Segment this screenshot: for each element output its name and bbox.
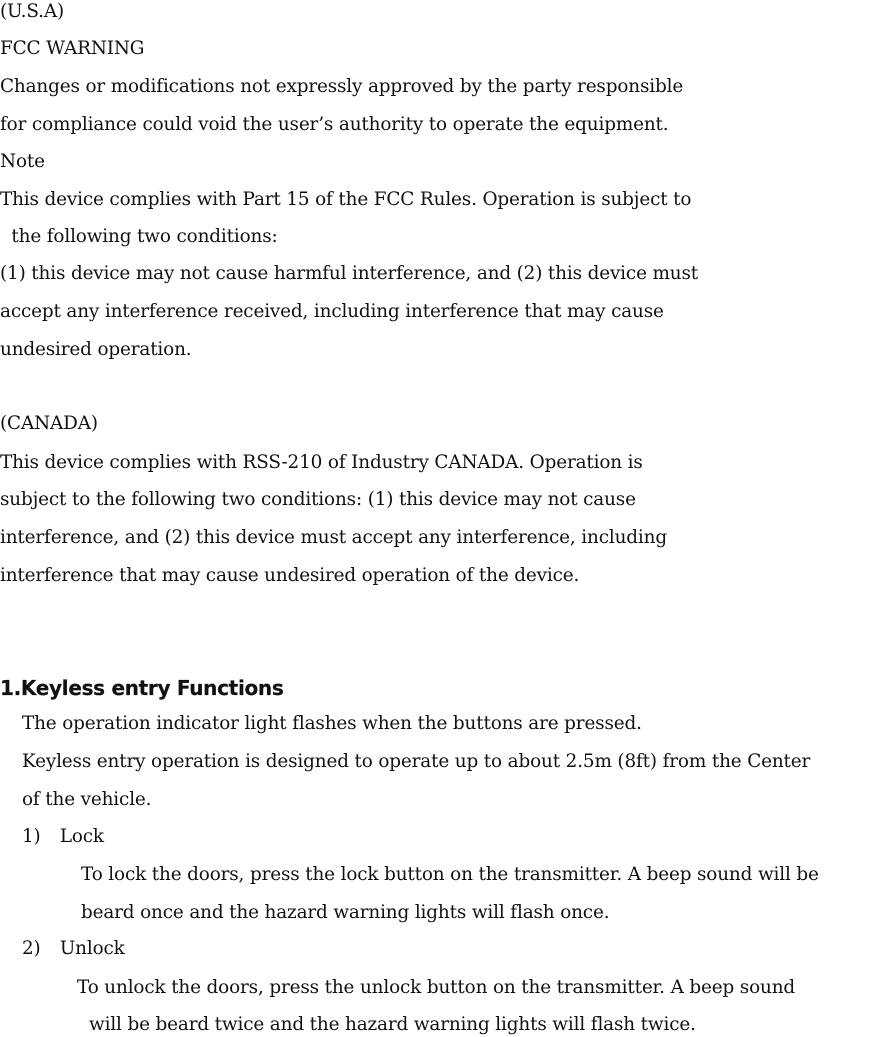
note-line: the following two conditions: bbox=[0, 226, 278, 247]
fcc-warning-title: FCC WARNING bbox=[0, 38, 145, 59]
note-line: accept any interference received, including interference that may cause bbox=[0, 301, 664, 322]
canada-region-label: (CANADA) bbox=[0, 413, 98, 434]
fcc-warning-line: Changes or modifications not expressly approved by the party responsible bbox=[0, 76, 684, 97]
canada-line: This device complies with RSS-210 of Industry CANADA. Operation is bbox=[0, 452, 643, 473]
canada-line: interference that may cause undesired operation of the device. bbox=[0, 565, 580, 586]
fcc-warning-line: for compliance could void the user’s authority to operate the equipment. bbox=[0, 114, 669, 135]
unlock-description-line: will be beard twice and the hazard warning lights will flash twice. bbox=[89, 1014, 696, 1035]
note-label: Note bbox=[0, 151, 45, 172]
lock-item-label: Lock bbox=[59, 826, 104, 847]
canada-line: subject to the following two conditions: (1) this device may not cause bbox=[0, 489, 636, 510]
keyless-intro-line: The operation indicator light flashes when the buttons are pressed. bbox=[22, 713, 642, 734]
canada-line: interference, and (2) this device must accept any interference, including bbox=[0, 527, 667, 548]
lock-item-number: 1) bbox=[21, 826, 41, 847]
usa-region-label: (U.S.A) bbox=[0, 1, 65, 22]
note-line: (1) this device may not cause harmful interference, and (2) this device must bbox=[0, 263, 699, 284]
note-line: undesired operation. bbox=[0, 339, 192, 360]
lock-description-line: beard once and the hazard warning lights will flash once. bbox=[81, 902, 610, 923]
lock-description-line: To lock the doors, press the lock button on the transmitter. A beep sound will be bbox=[81, 864, 819, 885]
unlock-description-line: To unlock the doors, press the unlock button on the transmitter. A beep sound bbox=[77, 977, 796, 998]
unlock-item-label: Unlock bbox=[59, 938, 125, 959]
keyless-intro-line: of the vehicle. bbox=[22, 789, 152, 810]
keyless-intro-line: Keyless entry operation is designed to operate up to about 2.5m (8ft) from the Center bbox=[22, 751, 811, 772]
keyless-heading: 1.Keyless entry Functions bbox=[0, 676, 284, 700]
unlock-item-number: 2) bbox=[21, 938, 41, 959]
note-line: This device complies with Part 15 of the FCC Rules. Operation is subject to bbox=[0, 189, 692, 210]
